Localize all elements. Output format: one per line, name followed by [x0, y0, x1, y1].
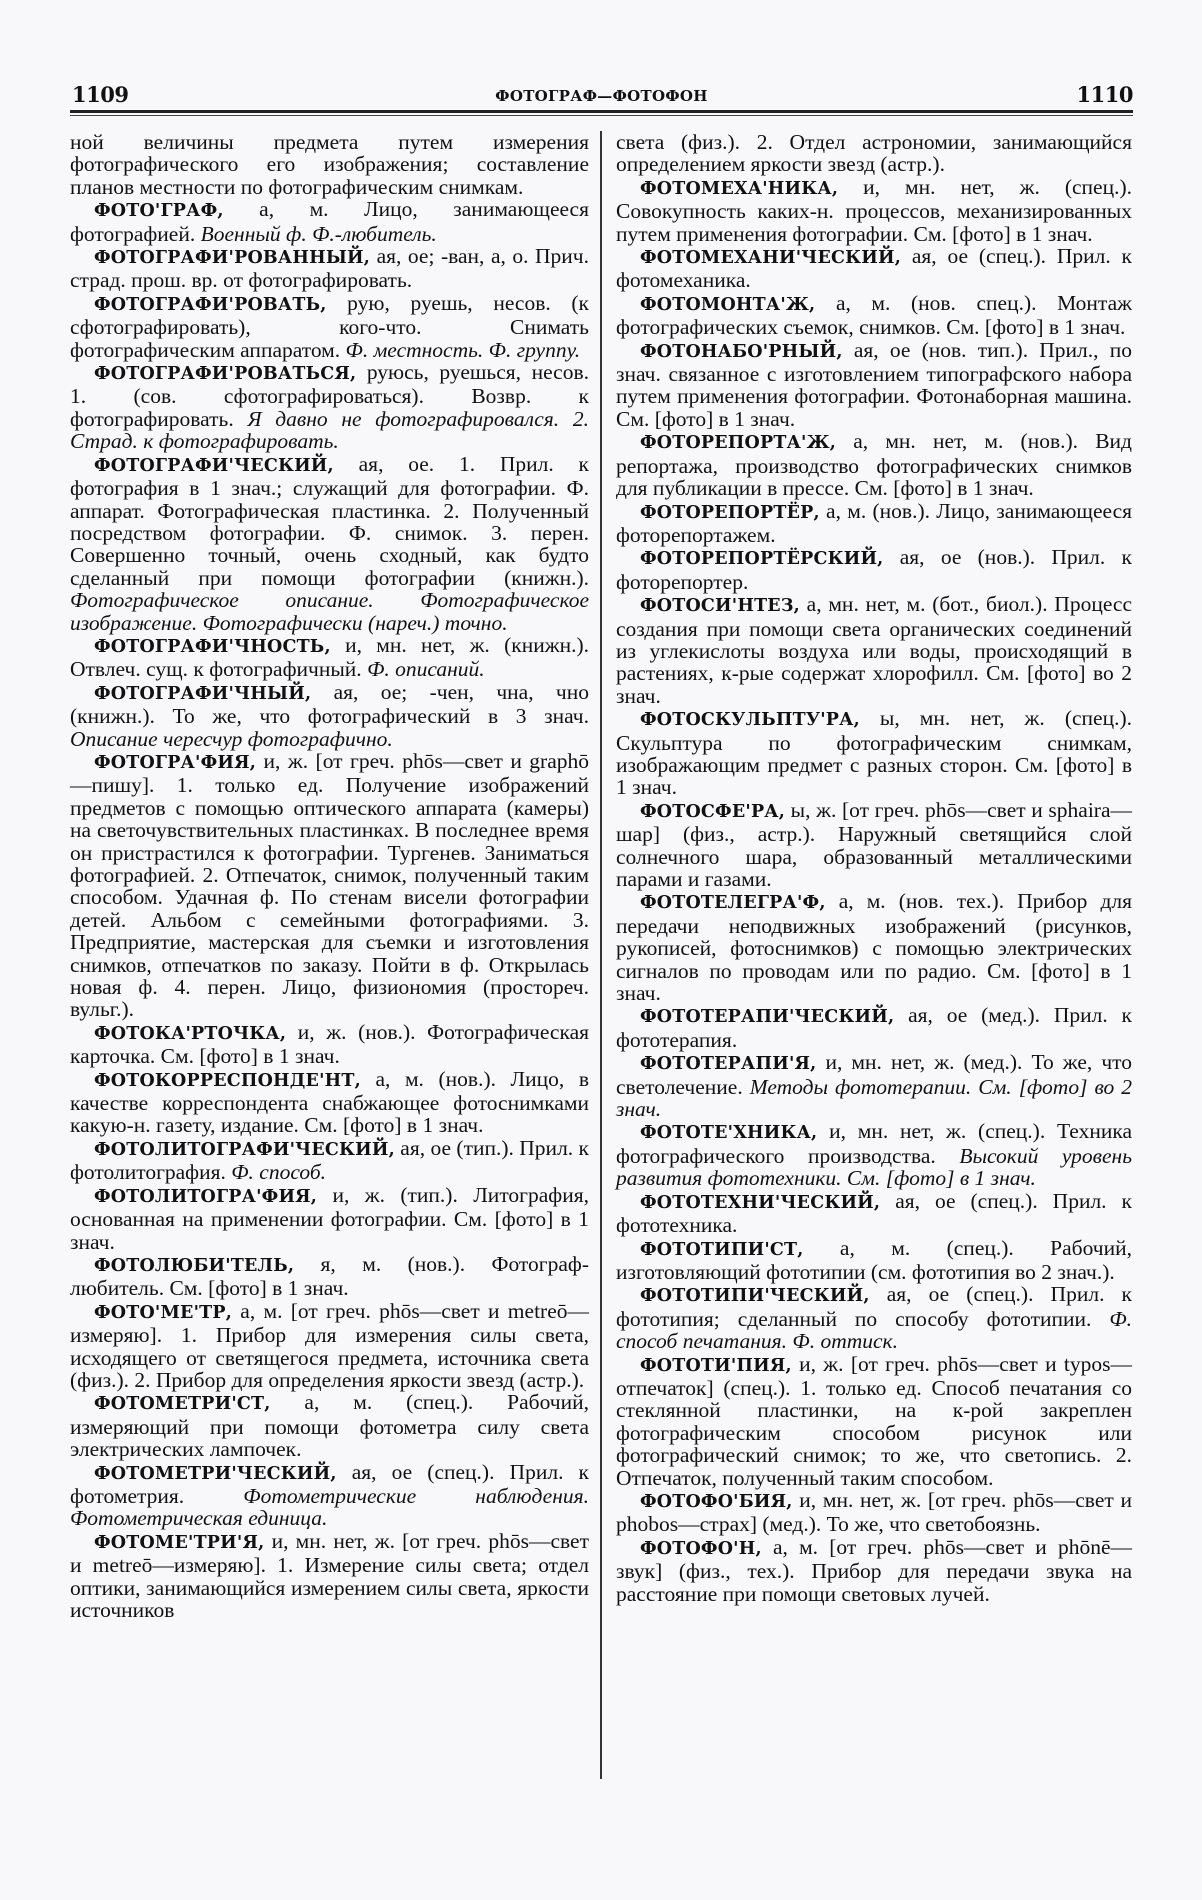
entry-examples: Ф. описаний.	[367, 657, 485, 682]
entry-headword: ФОТОСФЕ'РА,	[640, 801, 786, 822]
dictionary-entry	[616, 292, 1132, 339]
entry-definition: а, м. (нов. спец.). Монтаж фотографических съемок, снимков. См. [фото] в 1 знач.	[616, 290, 1132, 340]
dictionary-entry	[616, 1283, 1132, 1352]
entry-headword: ФОТОРЕПОРТА'Ж,	[640, 433, 837, 454]
dictionary-entry	[70, 292, 589, 361]
entry-definition: и, мн. нет, ж. (спец.). Совокупность каких-н. процессов, механизированных путем применения фотографии. См. [фото] в 1 знач.	[616, 174, 1132, 246]
dictionary-entry	[70, 1021, 589, 1068]
page-number-left: 1109	[72, 82, 129, 107]
entry-headword: ФОТОТЕХНИ'ЧЕСКИЙ,	[640, 1192, 881, 1213]
entry-headword: ФОТОТЕЛЕГРА'Ф,	[640, 893, 826, 914]
entry-definition: а, мн. нет, м. (бот., биол.). Процесс создания при помощи света органических соединений из углекислоты воздуха или воды, происходящий в растениях, к-рые содержат хлорофилл. См. [фото] во 2 знач.	[616, 592, 1132, 708]
entry-definition: и, ж. (нов.). Фотографическая карточка. См. [фото] в 1 знач.	[70, 1019, 589, 1069]
entry-definition: ая, ое. 1. Прил. к фотография в 1 знач.; служащий для фотографии. Ф. аппарат. Фотографическая пластинка. 2. Полученный посредством фотографии. Ф. снимок. 3. перен. Совершенно точный, очень сходный, как будто сделанный при помощи фотографии (книжн.).	[70, 451, 589, 590]
entry-headword: ФОТОГРАФИ'РОВАТЬСЯ,	[94, 364, 357, 385]
entry-definition: а, м. (нов. тех.). Прибор для передачи неподвижных изображений (рисунков, рукописей, фотоснимков) с помощью электрических сигналов по проводам или по радио. См. [фото] в 1 знач.	[616, 889, 1132, 1006]
entry-definition: а, м. (нов.). Лицо, занимающееся фоторепортажем.	[616, 498, 1132, 547]
header-rule-thin	[70, 115, 1133, 116]
dictionary-entry	[616, 245, 1132, 292]
entry-examples: Ф. способ.	[231, 1160, 327, 1185]
entry-examples: Методы фототерапии. См. [фото] во 2 знач.	[616, 1074, 1132, 1122]
entry-headword: ФОТОНАБО'РНЫЙ,	[640, 341, 843, 362]
dictionary-entry	[70, 681, 589, 750]
entry-definition: я, м. (нов.). Фотограф-любитель. См. [фото] в 1 знач.	[70, 1251, 589, 1301]
entry-headword: ФОТОТИПИ'ЧЕСКИЙ,	[640, 1286, 870, 1307]
entry-definition: и, мн. нет, ж. [от греч. phōs—свет и metreō—измеряю]. 1. Измерение силы света; отдел оптики, занимающийся измерением силы света, яркости источников	[70, 1528, 589, 1622]
entry-examples: Высокий уровень развития фототехники. См. [фото] в 1 знач.	[616, 1143, 1132, 1191]
entry-definition: и, ж. [от греч. phōs—свет и graphō—пишу]. 1. только ед. Получение изображений предметов с помощью оптического аппарата (камеры) на светочувствительных пластинках. В последнее время он пристрастился к фотографии. Тургенев. Заниматься фотографией. 2. Отпечаток, снимок, полученный таким способом. Удачная ф. По стенам висели фотографии детей. Альбом с семейными фотографиями. 3. Предприятие, мастерская для съемки и изготовления снимков, отпечатков по заказу. Пойти в ф. Открылась новая ф. 4. перен. Лицо, физиономия (простореч. вульг.).	[70, 748, 589, 1022]
entry-headword: ФОТОТЕ'ХНИКА,	[640, 1123, 818, 1144]
entry-headword: ФОТОКА'РТОЧКА,	[94, 1023, 287, 1044]
entry-headword: ФОТОРЕПОРТЁРСКИЙ,	[640, 549, 884, 570]
entry-headword: ФОТОФО'Н,	[640, 1538, 762, 1559]
dictionary-entry	[70, 1530, 589, 1622]
entry-headword: ФОТОГРАФИ'ЧЕСКИЙ,	[94, 455, 334, 476]
continuation-text: ной величины предмета путем измерения фотографического его изображения; составление планов местности по фотографическим снимкам.	[70, 130, 589, 199]
entry-examples: Военный ф. Ф.-любитель.	[200, 221, 437, 246]
entry-headword: ФОТОРЕПОРТЁР,	[640, 502, 820, 523]
entry-definition: а, мн. нет, м. (нов.). Вид репортажа, производство фотографических снимков для публикации в прессе. См. [фото] в 1 знач.	[616, 429, 1132, 501]
entry-headword: ФОТОСИ'НТЕЗ,	[640, 596, 800, 617]
dictionary-entry	[70, 1137, 589, 1184]
entry-definition: ая, ое (спец.). Прил. к фотометрия.	[70, 1459, 589, 1508]
dictionary-entry	[616, 1536, 1132, 1605]
entry-headword: ФОТОГРАФИ'РОВАТЬ,	[94, 294, 327, 315]
dictionary-entry	[616, 890, 1132, 1004]
running-title: ФОТОГРАФ—ФОТОФОН	[495, 87, 708, 105]
dictionary-entry	[616, 593, 1132, 707]
right-column	[616, 131, 1132, 1605]
entry-headword: ФОТОТИПИ'СТ,	[640, 1239, 804, 1260]
entry-definition: а, м. (спец.). Рабочий, изготовляющий фототипии (см. фототипия во 2 знач.).	[616, 1235, 1132, 1284]
entry-definition: и, мн. нет, ж. (спец.). Техника фотографического производства.	[616, 1119, 1132, 1168]
page-number-right: 1110	[1076, 82, 1133, 107]
dictionary-entry	[70, 1461, 589, 1530]
dictionary-entry	[70, 1300, 589, 1392]
page-header	[70, 82, 1133, 112]
entry-headword: ФОТОМЕТРИ'СТ,	[94, 1394, 271, 1415]
entry-headword: ФОТОТЕРАПИ'Я,	[640, 1054, 817, 1075]
dictionary-entry	[616, 1051, 1132, 1120]
entry-definition: ая, ое (нов.). Прил. к фоторепортер.	[616, 545, 1132, 594]
entry-examples: Фотометрические наблюдения. Фотометрическая единица.	[70, 1483, 589, 1531]
entry-headword: ФОТОКОРРЕСПОНДЕ'НТ,	[94, 1070, 361, 1091]
entry-headword: ФОТОГРАФИ'ЧНОСТЬ,	[94, 636, 331, 657]
entry-definition: а, м. Лицо, занимающееся фотографией.	[70, 197, 589, 246]
entry-examples: Ф. местность. Ф. группу.	[345, 337, 581, 362]
entry-headword: ФОТОМЕТРИ'ЧЕСКИЙ,	[94, 1463, 337, 1484]
entry-headword: ФОТОМЕ'ТРИ'Я,	[94, 1532, 265, 1553]
dictionary-entry	[70, 198, 589, 245]
entry-headword: ФОТОЛИТОГРА'ФИЯ,	[94, 1186, 318, 1207]
dictionary-entry	[616, 500, 1132, 547]
entry-definition: ая, ое (мед.). Прил. к фототерапия.	[616, 1003, 1132, 1052]
dictionary-entry	[70, 245, 589, 292]
entry-headword: ФОТОГРАФИ'ЧНЫЙ,	[94, 683, 312, 704]
entry-headword: ФОТОФО'БИЯ,	[640, 1491, 793, 1512]
entry-definition: и, мн. нет, ж. (книжн.). Отвлеч. сущ. к фотографичный.	[70, 632, 589, 682]
dictionary-entry	[70, 453, 589, 634]
dictionary-entry	[70, 1391, 589, 1460]
entry-definition: ая, ое (спец.). Прил. к фотомеханика.	[616, 244, 1132, 293]
left-column	[70, 131, 589, 1621]
dictionary-entry	[70, 361, 589, 453]
entry-definition: ая, ое (спец.). Прил. к фототехника.	[616, 1188, 1132, 1238]
entry-definition: а, м. (спец.). Рабочий, измеряющий при помощи фотометра силу света электрических лампочек.	[70, 1390, 589, 1462]
dictionary-entry	[616, 339, 1132, 431]
dictionary-entry	[616, 176, 1132, 245]
entry-headword: ФОТОТИ'ПИЯ,	[640, 1355, 792, 1376]
entry-headword: ФОТО'ГРАФ,	[94, 201, 224, 222]
dictionary-entry	[616, 799, 1132, 891]
header-rule-thick	[70, 110, 1133, 113]
entry-headword: ФОТОМЕХА'НИКА,	[640, 178, 839, 199]
entry-definition: и, ж. [от греч. phōs—свет и typos—отпечаток] (спец.). 1. только ед. Способ печатания со стеклянной пластинки, на к-рой закреплен фотографическим способом рисунок или фотографический снимок; то же, что светопись. 2. Отпечаток, полученный таким способом.	[616, 1351, 1132, 1490]
dictionary-entry	[70, 1184, 589, 1253]
entry-definition: и, ж. (тип.). Литография, основанная на применении фотографии. См. [фото] в 1 знач.	[70, 1182, 589, 1254]
entry-definition: ая, ое; -чен, чна, чно (книжн.). То же, что фотографический в 3 знач.	[70, 679, 589, 729]
dictionary-entry	[616, 430, 1132, 499]
entry-definition: и, мн. нет, ж. [от греч. phōs—свет и phobos—страх] (мед.). То же, что светобоязнь.	[616, 1487, 1132, 1537]
entry-definition: ая, ое (спец.). Прил. к фототипия; сделанный по способу фототипии.	[616, 1282, 1132, 1331]
entry-headword: ФОТОТЕРАПИ'ЧЕСКИЙ,	[640, 1007, 895, 1028]
dictionary-entry	[70, 634, 589, 681]
entry-definition: ая, ое (тип.). Прил. к фотолитография.	[70, 1135, 589, 1185]
entry-examples: Ф. способ печатания. Ф. оттиск.	[616, 1306, 1132, 1354]
entry-examples: Описание чересчур фотографично.	[70, 726, 393, 751]
entry-headword: ФОТОСКУЛЬПТУ'РА,	[640, 710, 860, 731]
dictionary-entry	[616, 1120, 1132, 1189]
dictionary-entry	[616, 1489, 1132, 1536]
entry-definition: рую, руешь, несов. (к сфотографировать), кого-что. Снимать фотографическим аппаратом.	[70, 290, 589, 362]
entry-headword: ФОТОЛИТОГРАФИ'ЧЕСКИЙ,	[94, 1139, 395, 1160]
dictionary-entry	[616, 546, 1132, 593]
entry-definition: ы, мн. нет, ж. (спец.). Скульптура по фотографическим снимкам, изображающим предмет с разных сторон. См. [фото] в 1 знач.	[616, 706, 1132, 800]
entry-examples: Я давно не фотографировался. 2. Страд. к фотографировать.	[70, 406, 589, 454]
dictionary-entry	[70, 1068, 589, 1137]
entry-headword: ФОТОМОНТА'Ж,	[640, 294, 816, 315]
entry-definition: а, м. (нов.). Лицо, в качестве корреспондента снабжающее фотоснимками какую-н. газету, издание. См. [фото] в 1 знач.	[70, 1066, 589, 1138]
dictionary-entry	[616, 1353, 1132, 1489]
dictionary-entry	[616, 1237, 1132, 1284]
dictionary-entry	[616, 1004, 1132, 1051]
entry-definition: ы, ж. [от греч. phōs—свет и sphaira—шар] (физ., астр.). Наружный светящийся слой солнечного шара, образованный металлическими парами и газами.	[616, 797, 1132, 891]
entry-definition: ая, ое (нов. тип.). Прил., по знач. связанное с изготовлением типографского набора путем применения фотографии. Фотонаборная машина. См. [фото] в 1 знач.	[616, 337, 1132, 431]
dictionary-entry	[616, 707, 1132, 799]
dictionary-entry	[616, 1190, 1132, 1237]
entry-definition: а, м. [от греч. phōs—свет и phōnē—звук] (физ., тех.). Прибор для передачи звука на расстояние при помощи световых лучей.	[616, 1534, 1132, 1606]
entry-headword: ФОТОЛЮБИ'ТЕЛЬ,	[94, 1255, 295, 1276]
continuation-text: света (физ.). 2. Отдел астрономии, занимающийся определением яркости звезд (астр.).	[616, 130, 1132, 177]
entry-definition: и, мн. нет, ж. (мед.). То же, что светолечение.	[616, 1050, 1132, 1099]
entry-definition: а, м. [от греч. phōs—свет и metreō—измеряю]. 1. Прибор для измерения силы света, исходящего от светящегося предмета, источника света (физ.). 2. Прибор для определения яркости звезд (астр.).	[70, 1298, 589, 1392]
entry-headword: ФОТО'МЕ'ТР,	[94, 1302, 233, 1323]
entry-headword: ФОТОГРА'ФИЯ,	[94, 752, 257, 773]
entry-headword: ФОТОМЕХАНИ'ЧЕСКИЙ,	[640, 248, 902, 269]
dictionary-entry	[70, 750, 589, 1021]
entry-definition: ая, ое; -ван, а, о. Прич. страд. прош. вр. от фотографировать.	[70, 244, 589, 293]
entry-headword: ФОТОГРАФИ'РОВАННЫЙ,	[94, 248, 371, 269]
entry-definition: руюсь, руешься, несов. 1. (сов. сфотографироваться). Возвр. к фотографировать.	[70, 360, 589, 431]
entry-examples: Фотографическое описание. Фотографическое изображение. Фотографически (нареч.) точно.	[70, 588, 589, 635]
column-divider	[600, 131, 602, 1779]
dictionary-entry	[70, 1253, 589, 1300]
